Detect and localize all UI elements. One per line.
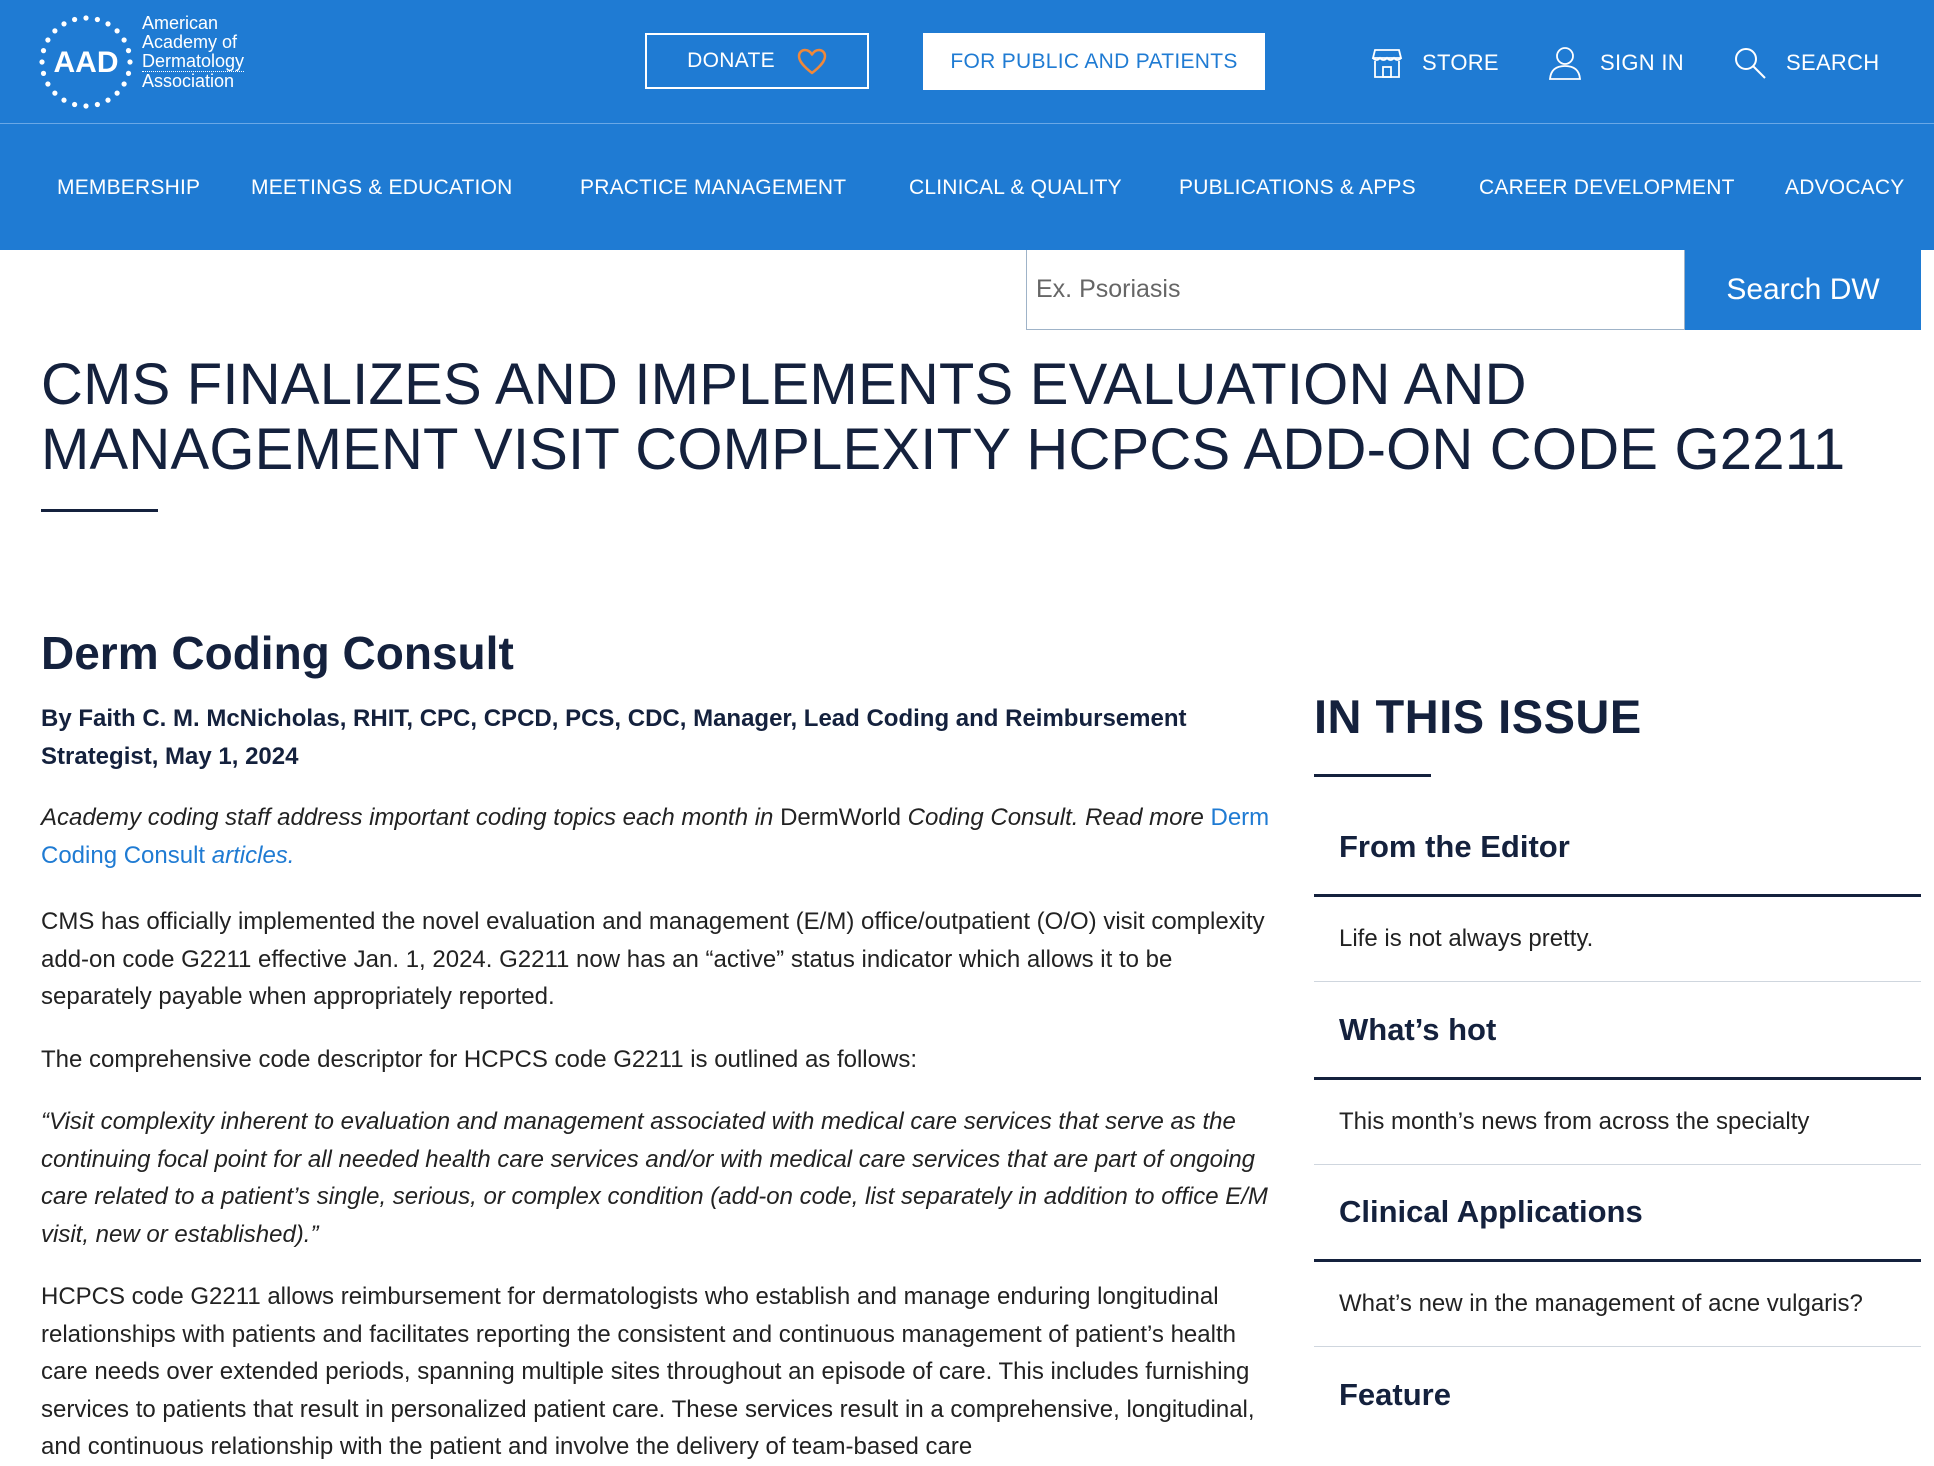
nav-item-career-development[interactable]: CAREER DEVELOPMENT (1479, 176, 1735, 199)
article-byline: By Faith C. M. McNicholas, RHIT, CPC, CPCD, PCS, CDC, Manager, Lead Coding and Reimbursement Strategist, May 1, 2024 (41, 705, 1187, 770)
store-link[interactable] (1370, 38, 1499, 88)
logo-dot (52, 28, 57, 33)
nav-item-publications-apps[interactable]: PUBLICATIONS & APPS (1179, 176, 1416, 199)
logo-dot (105, 21, 110, 26)
top-header (0, 0, 1934, 124)
issue-heading-from-the-editor[interactable]: From the Editor (1339, 829, 1570, 864)
logo-dot (115, 28, 120, 33)
logo-dot (61, 98, 66, 103)
link-text: articles. (205, 841, 295, 869)
search-link[interactable] (1732, 38, 1880, 88)
store-label: STORE (1422, 50, 1499, 75)
issue-heading-clinical-applications[interactable]: Clinical Applications (1339, 1194, 1643, 1229)
aad-logo[interactable] (38, 14, 258, 110)
nav-item-membership[interactable]: MEMBERSHIP (57, 176, 201, 199)
logo-dot (127, 59, 132, 64)
issue-heading-feature[interactable]: Feature (1339, 1377, 1451, 1412)
logo-dot (83, 103, 88, 108)
donate-button[interactable] (645, 33, 869, 89)
section-title: Derm Coding Consult (41, 627, 514, 679)
issue-heading-whats-hot[interactable]: What’s hot (1339, 1012, 1497, 1047)
logo-dot (45, 81, 50, 86)
logo-dot (122, 37, 127, 42)
logo-dot (41, 48, 46, 53)
heart-icon (797, 48, 827, 75)
logo-dot (52, 91, 57, 96)
nav-item-practice-management[interactable]: PRACTICE MANAGEMENT (580, 176, 847, 199)
body-paragraph: The comprehensive code descriptor for HCPCS code G2211 is outlined as follows: (41, 1046, 917, 1073)
link-text: Derm Coding Consult (41, 804, 1270, 869)
article-title: CMS FINALIZES AND IMPLEMENTS EVALUATION AND MANAGEMENT VISIT COMPLEXITY HCPCS ADD-ON CODE G2211 (41, 352, 1846, 482)
logo-line: Dermatology (142, 51, 245, 71)
aad-logo-mark (38, 14, 134, 110)
title-divider (41, 509, 158, 512)
in-this-issue-title: IN THIS ISSUE (1314, 690, 1642, 743)
logo-line: Association (142, 71, 235, 91)
intro-text: Academy coding staff address important coding topics each month in (41, 804, 781, 831)
logo-dot (126, 71, 131, 76)
dw-search-input[interactable] (1026, 250, 1685, 330)
issue-link-clinical-applications[interactable]: What’s new in the management of acne vulgaris? (1314, 1259, 1921, 1347)
store-icon (1370, 46, 1404, 80)
logo-line: Academy of (142, 32, 238, 52)
logo-dot (126, 48, 131, 53)
sign-in-link[interactable] (1548, 38, 1684, 88)
donate-label: DONATE (687, 49, 775, 72)
user-icon (1548, 45, 1582, 81)
search-label: SEARCH (1786, 50, 1880, 75)
logo-wordmark (142, 14, 244, 91)
search-dw-button[interactable]: Search DW (1685, 250, 1921, 330)
logo-dot (115, 91, 120, 96)
logo-mark-text: AAD (53, 46, 119, 79)
logo-dot (95, 17, 100, 22)
code-descriptor-quote: “Visit complexity inherent to evaluation and management associated with medical care services that serve as the continuing focal point for all needed health care services and/or with medical care services that are part of ongoing care related to a patient’s single, serious, or complex condition (add-on code, list separately in addition to office E/M visit, new or established).” (41, 1108, 1268, 1248)
sign-in-label: SIGN IN (1600, 50, 1684, 75)
main-navigation (0, 124, 1934, 250)
public-patients-button[interactable]: FOR PUBLIC AND PATIENTS (923, 33, 1265, 90)
logo-dot (45, 37, 50, 42)
logo-dot (72, 102, 77, 107)
logo-dot (122, 81, 127, 86)
body-paragraph: CMS has officially implemented the novel evaluation and management (E/M) office/outpatient (O/O) visit complexity add-on code G2211 effective Jan. 1, 2024. G2211 now has an “active” status indicator which allows it to be separately payable when appropriately reported. (41, 908, 1265, 1010)
sidebar-divider (1314, 774, 1431, 777)
logo-dot (105, 98, 110, 103)
nav-item-clinical-quality[interactable]: CLINICAL & QUALITY (909, 176, 1122, 199)
search-icon (1732, 45, 1768, 81)
body-paragraph: HCPCS code G2211 allows reimbursement for dermatologists who establish and manage enduring longitudinal relationships with patients and facilitates reporting the consistent and continuous management of patient’s health care needs over extended periods, spanning multiple sites throughout an episode of care. This includes furnishing services to patients that result in personalized patient care. These services result in a comprehensive, longitudinal, and continuous relationship with the patient and involve the delivery of team-based care (41, 1283, 1255, 1460)
intro-text: Coding Consult. Read more (900, 804, 1211, 831)
nav-item-meetings-education[interactable]: MEETINGS & EDUCATION (251, 176, 513, 199)
logo-dot (61, 21, 66, 26)
logo-dot (72, 17, 77, 22)
intro-paragraph (41, 799, 1286, 874)
logo-dot (95, 102, 100, 107)
intro-publication-name: DermWorld (780, 804, 901, 831)
nav-item-advocacy[interactable]: ADVOCACY (1785, 176, 1905, 199)
logo-dot (39, 59, 44, 64)
logo-dot (41, 71, 46, 76)
issue-link-whats-hot[interactable]: This month’s news from across the specialty (1314, 1077, 1921, 1165)
issue-link-from-the-editor[interactable]: Life is not always pretty. (1314, 894, 1921, 982)
logo-dot (83, 15, 88, 20)
logo-line: American (142, 13, 219, 33)
